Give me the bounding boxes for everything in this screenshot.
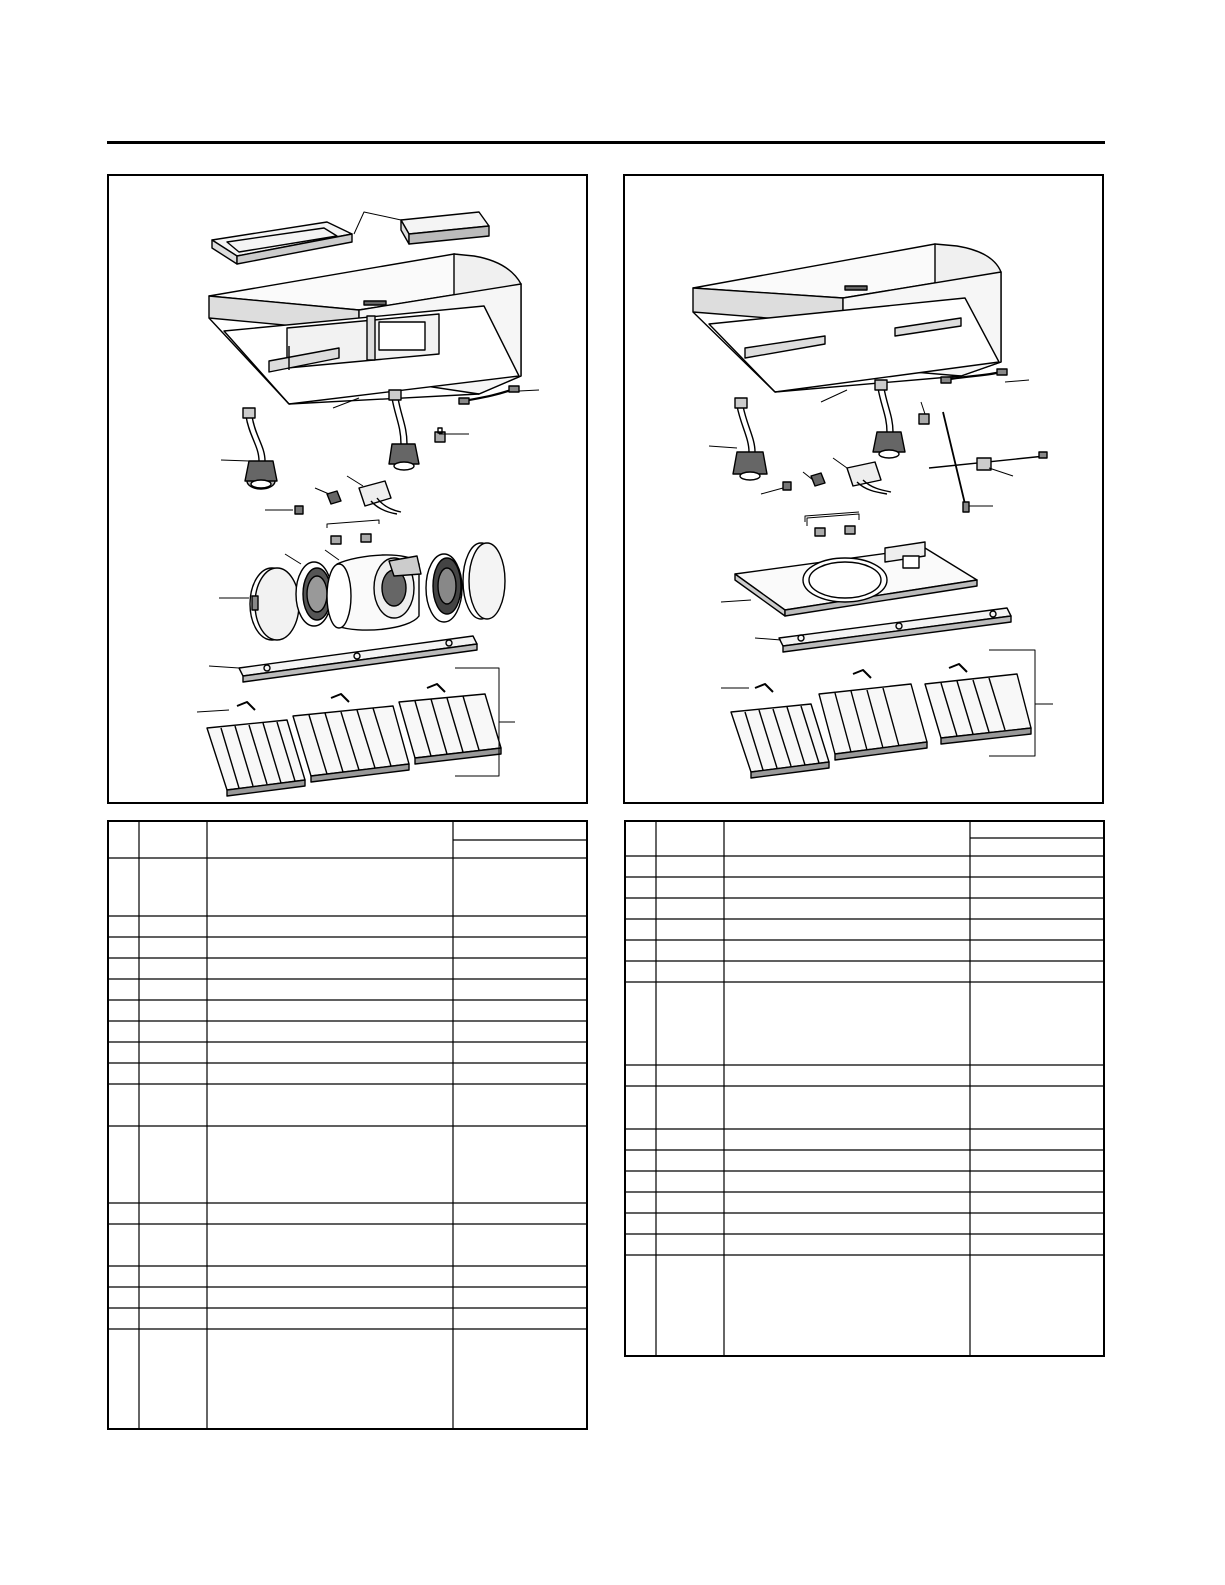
hood-body: [693, 244, 1001, 392]
right-parts-table: [624, 820, 1105, 1357]
duct-adapter-right: [401, 212, 489, 244]
front-rail: [239, 636, 477, 682]
duct-adapter-left: [212, 222, 352, 264]
junction-box: [295, 481, 401, 514]
header-rule: [107, 141, 1105, 144]
left-parts-table: [107, 820, 588, 1430]
left-table-grid: [109, 822, 586, 1428]
light-socket-right: [873, 380, 905, 458]
left-diagram-drawing: [109, 176, 586, 802]
filter-3: [399, 684, 501, 764]
right-diagram-drawing: [625, 176, 1102, 802]
right-exploded-diagram: [623, 174, 1104, 804]
right-table-grid: [626, 822, 1103, 1355]
mounting-plate: [735, 542, 977, 616]
junction-box: [783, 462, 891, 494]
front-rail: [779, 608, 1011, 652]
light-socket-left: [733, 398, 767, 480]
switch: [435, 428, 445, 442]
filter-2: [819, 670, 927, 760]
light-socket-right: [389, 390, 419, 470]
power-cord-assembly: [929, 412, 1047, 512]
hood-body: [209, 254, 521, 404]
left-exploded-diagram: [107, 174, 588, 804]
filter-2: [293, 694, 409, 782]
blower-assembly: [250, 543, 505, 640]
filter-3: [925, 664, 1031, 744]
switch: [919, 414, 929, 424]
light-socket-left: [243, 408, 277, 489]
filter-1: [207, 702, 305, 796]
filter-1: [731, 684, 829, 778]
